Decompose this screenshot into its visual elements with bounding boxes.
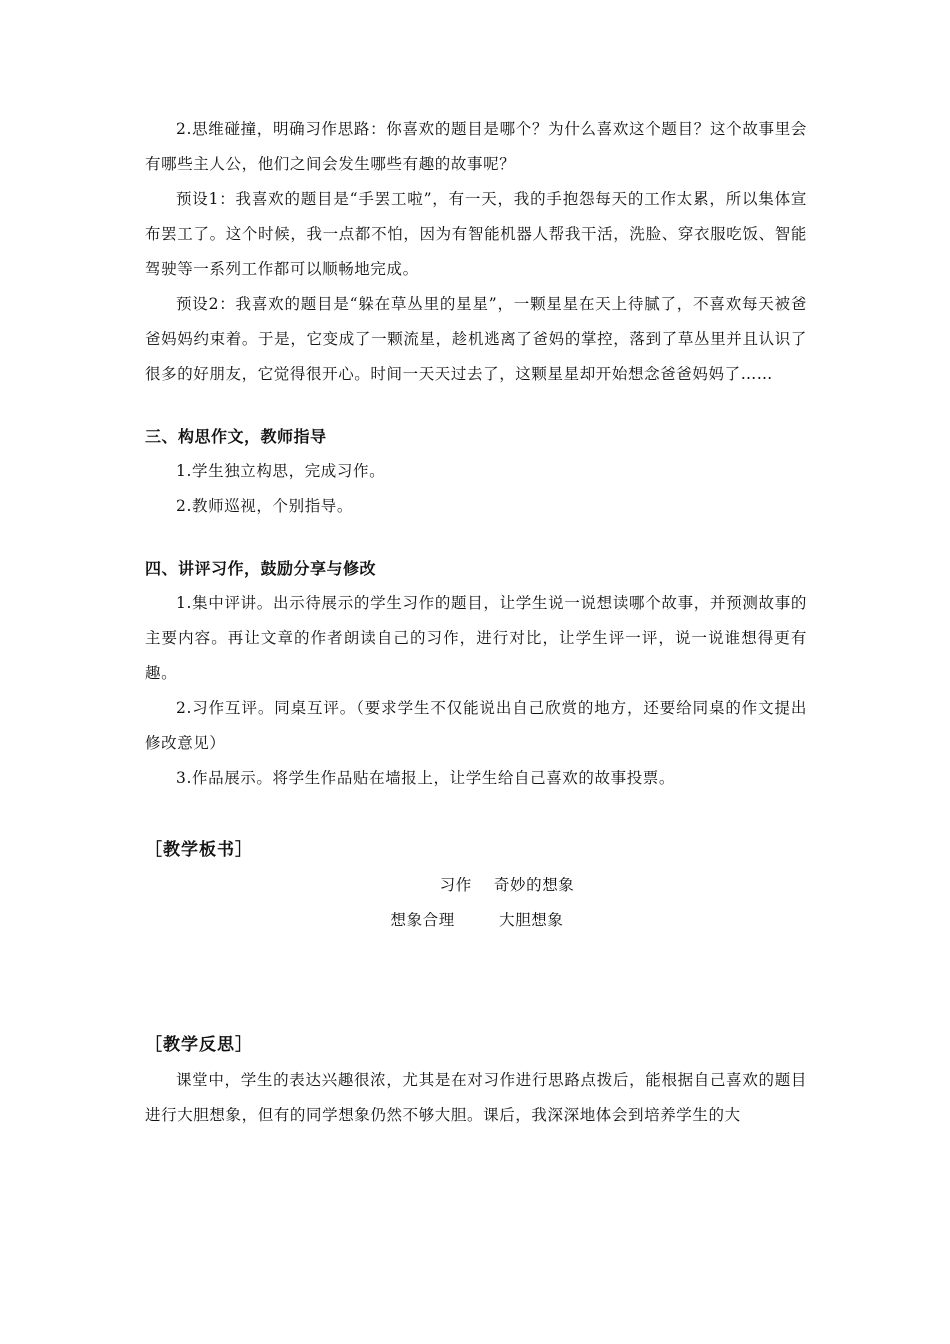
board-line-keywords: 想象合理 大胆想象	[390, 911, 564, 929]
section-heading-conceive: 三、构思作文，教师指导	[145, 427, 327, 446]
paragraph-reflection: 课堂中，学生的表达兴趣很浓，尤其是在对习作进行思路点拨后，能根据自己喜欢的题目进行大胆想象，但有的同学想象仍然不够大胆。课后，我深深地体会到培养学生的大	[145, 1071, 807, 1124]
section-heading-review: 四、讲评习作，鼓励分享与修改	[145, 559, 377, 578]
paragraph-preset-1: 预设1：我喜欢的题目是“手罢工啦”，有一天，我的手抱怨每天的工作太累，所以集体宣布罢工了。这个时候，我一点都不怕，因为有智能机器人帮我干活，洗脸、穿衣服吃饭、智能驾驶等一系列工作都可以顺畅地完成。	[145, 190, 807, 278]
spacer	[145, 938, 807, 1028]
paragraph-independent-conceive: 1.学生独立构思，完成习作。	[176, 462, 386, 480]
reflection-heading: ［教学反思］	[145, 1035, 253, 1055]
board-heading: ［教学板书］	[145, 840, 253, 860]
spacer	[145, 524, 807, 551]
spacer	[145, 796, 807, 833]
paragraph-preset-2: 预设2：我喜欢的题目是“躲在草丛里的星星”，一颗星星在天上待腻了，不喜欢每天被爸爸妈妈约束着。于是，它变成了一颗流星，趁机逃离了爸妈的掌控，落到了草丛里并且认识了很多的好朋友，它觉得很开心。时间一天天过去了，这颗星星却开始想念爸爸妈妈了……	[145, 295, 807, 383]
board-line-title: 习作 奇妙的想象	[439, 876, 575, 894]
paragraph-teacher-patrol: 2.教师巡视，个别指导。	[176, 497, 353, 515]
paragraph-thinking-collision: 2.思维碰撞，明确习作思路：你喜欢的题目是哪个？为什么喜欢这个题目？这个故事里会有哪些主人公，他们之间会发生哪些有趣的故事呢？	[145, 120, 807, 173]
paragraph-peer-review: 2.习作互评。同桌互评。（要求学生不仅能说出自己欣赏的地方，还要给同桌的作文提出修改意见）	[145, 699, 807, 752]
document-page	[145, 112, 807, 1133]
paragraph-work-display: 3.作品展示。将学生作品贴在墙报上，让学生给自己喜欢的故事投票。	[176, 769, 675, 787]
spacer	[145, 392, 807, 419]
paragraph-focused-review: 1.集中评讲。出示待展示的学生习作的题目，让学生说一说想读哪个故事，并预测故事的主要内容。再让文章的作者朗读自己的习作，进行对比，让学生评一评，说一说谁想得更有趣。	[145, 594, 807, 682]
